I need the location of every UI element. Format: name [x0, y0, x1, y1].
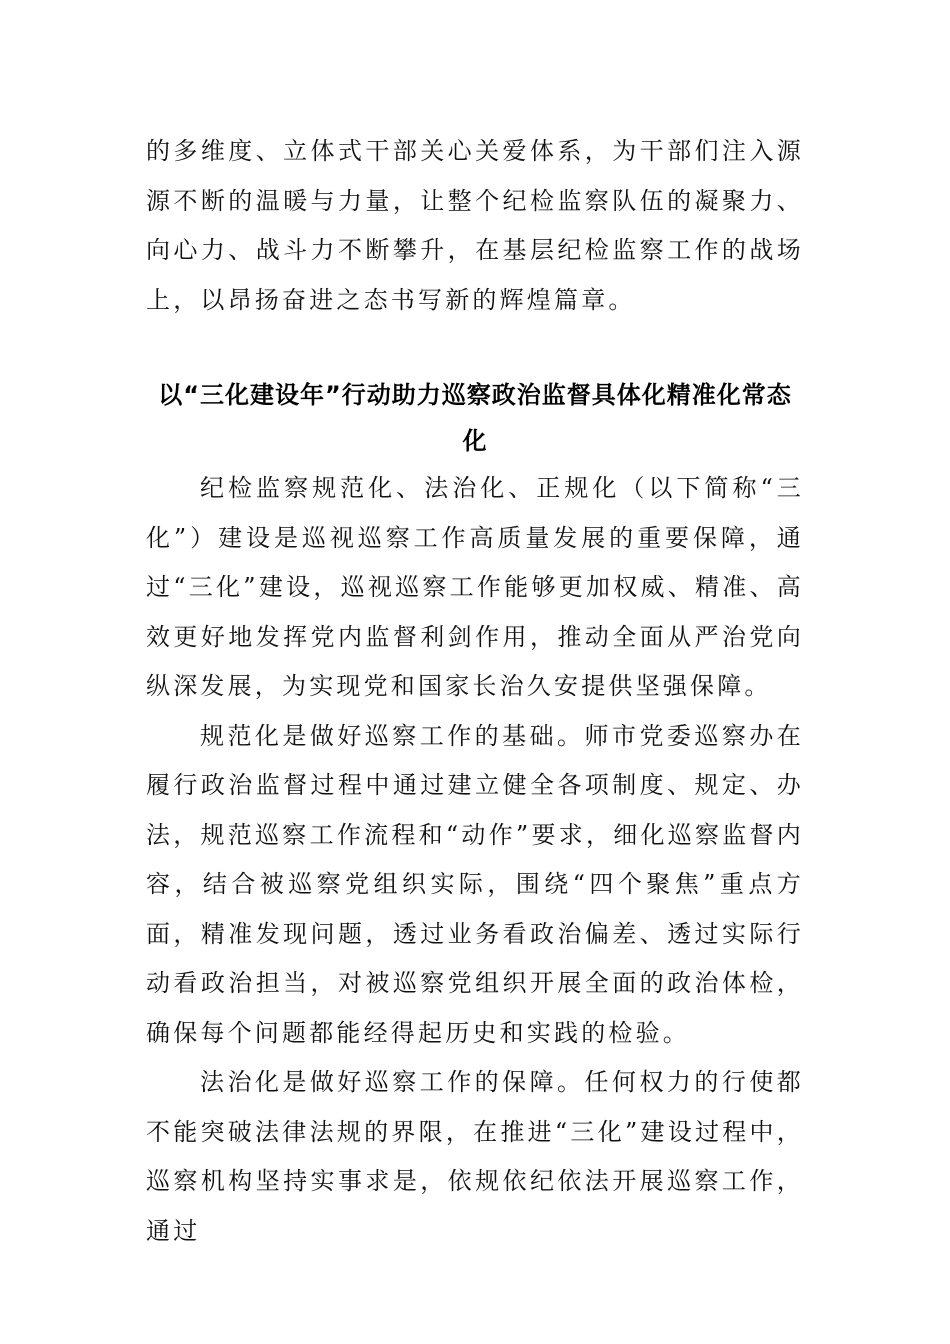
body-paragraph-3: 法治化是做好巡察工作的保障。任何权力的行使都不能突破法律法规的界限，在推进“三化”建设过程中，巡察机构坚持实事求是，依规依纪依法开展巡察工作，通过 [146, 1068, 804, 1245]
intro-paragraph: 的多维度、立体式干部关心关爱体系，为干部们注入源源不断的温暖与力量，让整个纪检监察队伍的凝聚力、向心力、战斗力不断攀升，在基层纪检监察工作的战场上，以昂扬奋进之态书写新的辉煌篇章。 [146, 137, 804, 314]
section-heading: 以“三化建设年”行动助力巡察政治监督具体化精准化常态化 [158, 381, 792, 455]
body-paragraph-1: 纪检监察规范化、法治化、正规化（以下简称“三化”）建设是巡视巡察工作高质量发展的重要保障，通过“三化”建设，巡视巡察工作能够更加权威、精准、高效更好地发挥党内监督利剑作用，推动全面从严治党向纵深发展，为实现党和国家长治久安提供坚强保障。 [146, 474, 804, 700]
body-paragraph-2: 规范化是做好巡察工作的基础。师市党委巡察办在履行政治监督过程中通过建立健全各项制度、规定、办法，规范巡察工作流程和“动作”要求，细化巡察监督内容，结合被巡察党组织实际，围绕“四个聚焦”重点方面，精准发现问题，透过业务看政治偏差、透过实际行动看政治担当，对被巡察党组织开展全面的政治体检，确保每个问题都能经得起历史和实践的检验。 [146, 721, 804, 1047]
document-body [146, 127, 804, 1256]
